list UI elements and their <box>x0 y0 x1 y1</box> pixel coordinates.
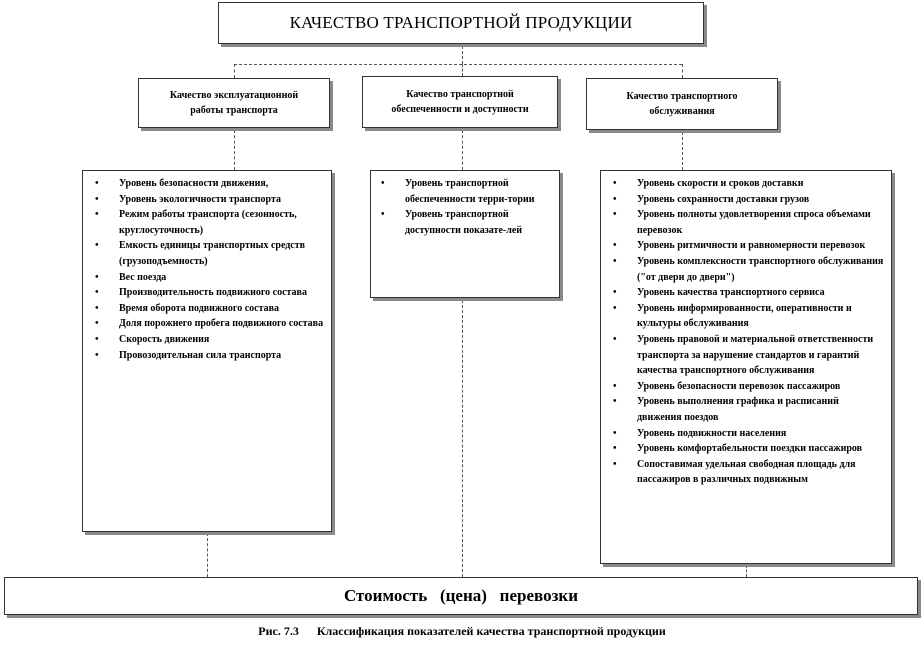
cost-box: Стоимость (цена) перевозки <box>4 577 918 615</box>
indicator-list-operational <box>82 170 332 532</box>
list-item: • Уровень полноты удовлетворения спроса объемами перевозок <box>637 207 885 238</box>
category-label: Качество эксплуатационной <box>169 89 299 101</box>
connector-cat1-top <box>234 64 235 78</box>
list-item: • Уровень сохранности доставки грузов <box>637 192 885 208</box>
list-item: • Режим работы транспорта (сезонность, круглосуточность) <box>119 207 325 238</box>
list-item: • Уровень ритмичности и равномерности перевозок <box>637 238 885 254</box>
connector-cat3-down <box>682 132 683 170</box>
category-label: Качество транспортной <box>406 88 514 100</box>
list-item: • Сопоставимая удельная свободная площадь для пассажиров в различных подвижным <box>637 457 885 488</box>
connector-title-down <box>462 46 463 64</box>
category-label: работы транспорта <box>190 105 278 116</box>
list-item: • Уровень экологичности транспорта <box>119 192 325 208</box>
category-label: обеспеченности и доступности <box>391 104 529 115</box>
list-item: • Уровень информированности, оперативности и культуры обслуживания <box>637 301 885 332</box>
indicator-list <box>405 176 553 238</box>
connector-cat1-down <box>234 130 235 170</box>
indicator-list <box>119 176 325 363</box>
list-item: • Скорость движения <box>119 332 325 348</box>
list-item: • Уровень качества транспортного сервиса <box>637 285 885 301</box>
list-item: • Вес поезда <box>119 270 325 286</box>
list-item: • Уровень транспортной обеспеченности терри-тории <box>405 176 553 207</box>
list-item: • Уровень комфортабельности поездки пассажиров <box>637 441 885 457</box>
connector-list3-down <box>746 565 747 577</box>
list-item: • Уровень правовой и материальной ответственности транспорта за нарушение стандартов и гарантий качества транспортного обслуживания <box>637 332 885 379</box>
connector-cat3-top <box>682 64 683 78</box>
list-item: • Уровень подвижности населения <box>637 426 885 442</box>
connector-cat2-down <box>462 130 463 170</box>
list-item: • Провозодительная сила транспорта <box>119 348 325 364</box>
list-item: • Доля порожнего пробега подвижного состава <box>119 316 325 332</box>
list-item: • Уровень скорости и сроков доставки <box>637 176 885 192</box>
list-item: • Уровень транспортной доступности показате-лей <box>405 207 553 238</box>
figure-caption: Рис. 7.3 Классификация показателей качества транспортной продукции <box>258 624 666 638</box>
connector-list1-down <box>207 533 208 577</box>
connector-horizontal <box>234 64 682 65</box>
category-label: Качество транспортного <box>626 90 738 102</box>
list-item: • Уровень безопасности движения, <box>119 176 325 192</box>
indicator-list <box>637 176 885 488</box>
category-box-operational <box>138 78 330 128</box>
diagram-title: КАЧЕСТВО ТРАНСПОРТНОЙ ПРОДУКЦИИ <box>218 2 704 44</box>
list-item: • Уровень безопасности перевозок пассажиров <box>637 379 885 395</box>
indicator-list-service <box>600 170 892 564</box>
connector-cat2-top <box>462 64 463 76</box>
category-label: обслуживания <box>649 106 715 117</box>
indicator-list-availability <box>370 170 560 298</box>
list-item: • Уровень комплексности транспортного обслуживания ("от двери до двери") <box>637 254 885 285</box>
list-item: • Уровень выполнения графика и расписаний движения поездов <box>637 394 885 425</box>
connector-list2-down <box>462 300 463 577</box>
category-box-availability <box>362 76 558 128</box>
list-item: • Производительность подвижного состава <box>119 285 325 301</box>
category-box-service <box>586 78 778 130</box>
list-item: • Время оборота подвижного состава <box>119 301 325 317</box>
list-item: • Емкость единицы транспортных средств (грузоподъемность) <box>119 238 325 269</box>
